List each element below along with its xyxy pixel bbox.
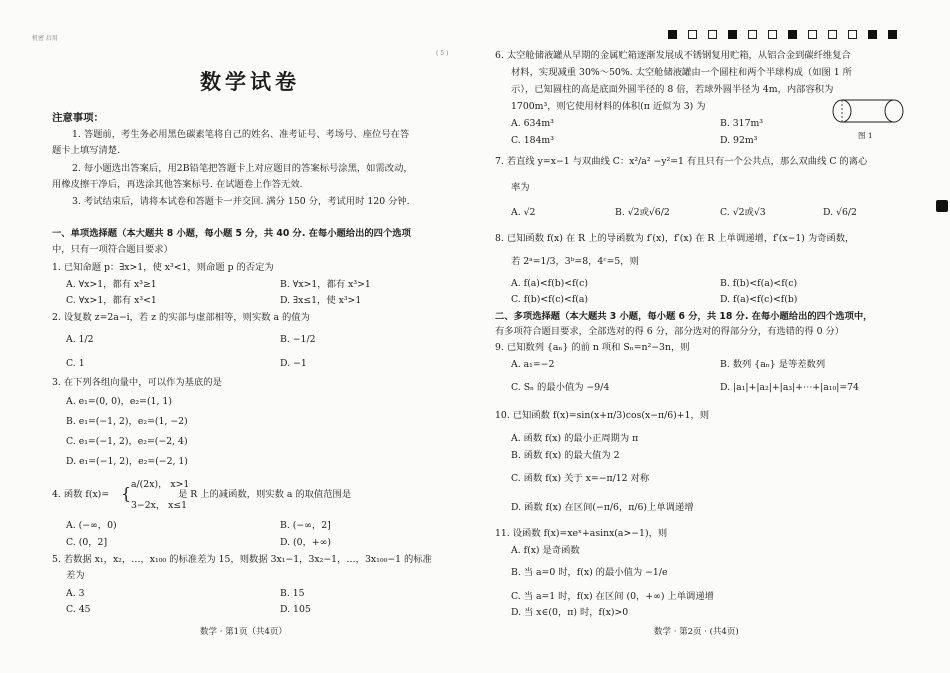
- q5-option-d: D. 105: [280, 604, 311, 615]
- marker-empty: [768, 30, 777, 39]
- q1-option-a: A. ∀x>1，都有 x³≥1: [66, 279, 157, 290]
- q8-line-1: 8. 已知函数 f(x) 在 R 上的导函数为 f′(x)，f′(x) 在 R 上单调递增，f′(x−1) 为奇函数，: [495, 233, 855, 244]
- q7-option-c: C. √2或√3: [720, 207, 766, 218]
- q1-option-d: D. ∃x≤1，使 x³>1: [280, 295, 362, 306]
- q3-stem: 3. 在下列各组向量中，可以作为基底的是: [52, 377, 222, 388]
- q9-option-d: D. |a₁|+|a₂|+|a₃|+⋯+|a₁₀|=74: [720, 382, 859, 393]
- q4-option-b: B. (−∞，2]: [280, 520, 331, 531]
- marker-empty: [688, 30, 697, 39]
- q9-option-b: B. 数列 {aₙ} 是等差数列: [720, 359, 826, 370]
- q11-option-d: D. 当 x∈(0，π) 时，f(x)>0: [511, 607, 629, 618]
- marker-empty: [748, 30, 757, 39]
- marker-empty: [708, 30, 717, 39]
- section1-heading: 一、单项选择题（本大题共 8 小题，每小题 5 分，共 40 分. 在每小题给出的四个选项: [52, 228, 411, 239]
- q7-option-a: A. √2: [511, 207, 536, 218]
- q4-case-2: 3−2x， x≤1: [131, 500, 188, 511]
- q6-line-2: 材料，实现减重 30%～50%. 太空舱储液罐由一个圆柱和两个半球构成（如图 1 所: [511, 67, 852, 78]
- q6-line-4: 1700m³，则它使用材料的体积(π 近似为 3) 为: [511, 101, 706, 112]
- page-title: 数学试卷: [200, 70, 300, 94]
- q10-line-1: 10. 已知函数 f(x)=sin(x+π/3)cos(x−π/6)+1，则: [495, 410, 710, 421]
- q3-option-a: A. e₁=(0, 0)，e₂=(1, 1): [66, 396, 172, 407]
- q4-option-c: C. (0，2]: [66, 537, 108, 548]
- q11-option-a: A. f(x) 是奇函数: [511, 545, 580, 556]
- q4-option-a: A. (−∞，0): [66, 520, 117, 531]
- q9-option-a: A. a₁=−2: [511, 359, 555, 370]
- q6-line-1: 6. 太空舱储液罐从早期的金属贮箱逐渐发展成不锈钢复用贮箱，从铝合金到碳纤维复合: [495, 50, 851, 61]
- marker-filled: [668, 30, 677, 39]
- q11-option-c: C. 当 a=1 时，f(x) 在区间 (0，+∞) 上单调递增: [511, 591, 714, 602]
- q8-option-a: A. f(a)<f(b)<f(c): [511, 278, 588, 289]
- q10-option-a: A. 函数 f(x) 的最小正周期为 π: [511, 433, 639, 444]
- q9-option-c: C. Sₙ 的最小值为 −9/4: [511, 382, 610, 393]
- q2-option-d: D. −1: [280, 358, 307, 369]
- q5-option-a: A. 3: [66, 588, 85, 599]
- q11-option-b: B. 当 a=0 时，f(x) 的最小值为 −1/e: [511, 567, 668, 578]
- q5-option-c: C. 45: [66, 604, 91, 615]
- q4-stem-b: 是 R 上的减函数，则实数 a 的取值范围是: [178, 489, 352, 500]
- notes-heading: 注意事项：: [52, 112, 104, 124]
- q1-option-c: C. ∀x>1，都有 x³<1: [66, 295, 157, 306]
- note-3a: 3. 考试结束后，请将本试卷和答题卡一并交回. 满分 150 分，考试用时 120 分钟.: [72, 196, 410, 207]
- section2-heading-2: 有多项符合题目要求，全部选对的得 6 分，部分选对的得部分分，有选错的得 0 分）: [495, 326, 845, 337]
- q7-line-1: 7. 若直线 y=x−1 与双曲线 C：x²/a² −y²=1 有且只有一个公共点，那么双曲线 C 的离心: [495, 156, 868, 167]
- left-page-footer: 数学 · 第1页（共4页）: [200, 627, 287, 637]
- edge-tab-mark: [936, 200, 948, 212]
- q8-option-b: B. f(b)<f(a)<f(c): [720, 278, 798, 289]
- q10-option-c: C. 函数 f(x) 关于 x=−π/12 对称: [511, 473, 650, 484]
- q1-stem: 1. 已知命题 p：∃x>1，使 x³<1，则命题 p 的否定为: [52, 262, 274, 273]
- marker-filled: [888, 30, 897, 39]
- header-tiny-left: 机密 启用: [32, 35, 58, 42]
- marker-empty: [808, 30, 817, 39]
- figure-caption: 图 1: [858, 131, 873, 140]
- marker-empty: [848, 30, 857, 39]
- q2-option-a: A. 1/2: [66, 334, 94, 345]
- q7-option-d: D. √6/2: [823, 207, 857, 218]
- q4-case-1: a/(2x)， x>1: [131, 479, 190, 490]
- q2-option-c: C. 1: [66, 358, 85, 369]
- q8-option-c: C. f(b)<f(c)<f(a): [511, 294, 589, 305]
- q2-option-b: B. −1/2: [280, 334, 316, 345]
- q3-option-c: C. e₁=(−1, 2)，e₂=(−2, 4): [66, 436, 188, 447]
- q7-option-b: B. √2或√6/2: [615, 207, 670, 218]
- marker-filled: [788, 30, 797, 39]
- note-2b: 用橡皮擦干净后，再选涂其他答案标号. 在试题卷上作答无效.: [52, 179, 303, 190]
- q11-line-1: 11. 设函数 f(x)=xeˣ+asinx(a>−1)，则: [495, 528, 668, 539]
- q9-line-1: 9. 已知数列 {aₙ} 的前 n 项和 Sₙ=n²−3n，则: [495, 342, 690, 353]
- note-1b: 题卡上填写清楚.: [52, 145, 121, 156]
- marker-empty: [828, 30, 837, 39]
- q5-option-b: B. 15: [280, 588, 305, 599]
- q4-brace: {: [121, 484, 132, 503]
- q4-stem-a: 4. 函数 f(x)=: [52, 489, 110, 500]
- q7-line-2: 率为: [511, 182, 530, 193]
- q6-option-b: B. 317m³: [720, 118, 764, 129]
- q3-option-b: B. e₁=(−1, 2)，e₂=(1, −2): [66, 416, 188, 427]
- q5-stem-a: 5. 若数据 x₁，x₂，…，x₁₀₀ 的标准差为 15，则数据 3x₁−1，3x₂−1，…，3x₁₀₀−1 的标准: [52, 554, 432, 565]
- q6-option-a: A. 634m³: [511, 118, 554, 129]
- section2-heading: 二、多项选择题（本大题共 3 小题，每小题 6 分，共 18 分. 在每小题给出的四个选项中，: [495, 311, 873, 322]
- q10-option-b: B. 函数 f(x) 的最大值为 2: [511, 450, 620, 461]
- q8-option-d: D. f(a)<f(c)<f(b): [720, 294, 798, 305]
- q6-option-d: D. 92m³: [720, 135, 758, 146]
- q1-option-b: B. ∀x>1，都有 x³>1: [280, 279, 371, 290]
- q3-option-d: D. e₁=(−1, 2)，e₂=(−2, 1): [66, 456, 188, 467]
- q10-option-d: D. 函数 f(x) 在区间(−π/6，π/6)上单调递增: [511, 502, 694, 513]
- section1-heading-2: 中，只有一项符合题目要求）: [52, 244, 173, 255]
- marker-filled: [728, 30, 737, 39]
- marker-filled: [868, 30, 877, 39]
- q6-line-3: 示），已知圆柱的高是底面外圆半径的 8 倍，若球外圆半径为 4m，内部容积为: [511, 84, 834, 95]
- q4-option-d: D. (0，+∞): [280, 537, 332, 548]
- right-page-footer: 数学 · 第2页 · (共4页): [654, 627, 739, 637]
- q5-stem-b: 差为: [66, 570, 85, 581]
- q6-option-c: C. 184m³: [511, 135, 554, 146]
- q2-stem: 2. 设复数 z=2a−i，若 z 的实部与虚部相等，则实数 a 的值为: [52, 312, 310, 323]
- tank-figure: [832, 98, 904, 124]
- q8-line-2: 若 2ᵃ=1/3，3ᵇ=8，4ᶜ=5，则: [511, 256, 639, 267]
- note-1a: 1. 答题前，考生务必用黑色碳素笔将自己的姓名、准考证号、考场号、座位号在答: [72, 129, 410, 140]
- note-2a: 2. 每小题选出答案后，用2B铅笔把答题卡上对应题目的答案标号涂黑，如需改动，: [72, 163, 413, 174]
- header-tiny-right: ( 5 ): [436, 50, 449, 57]
